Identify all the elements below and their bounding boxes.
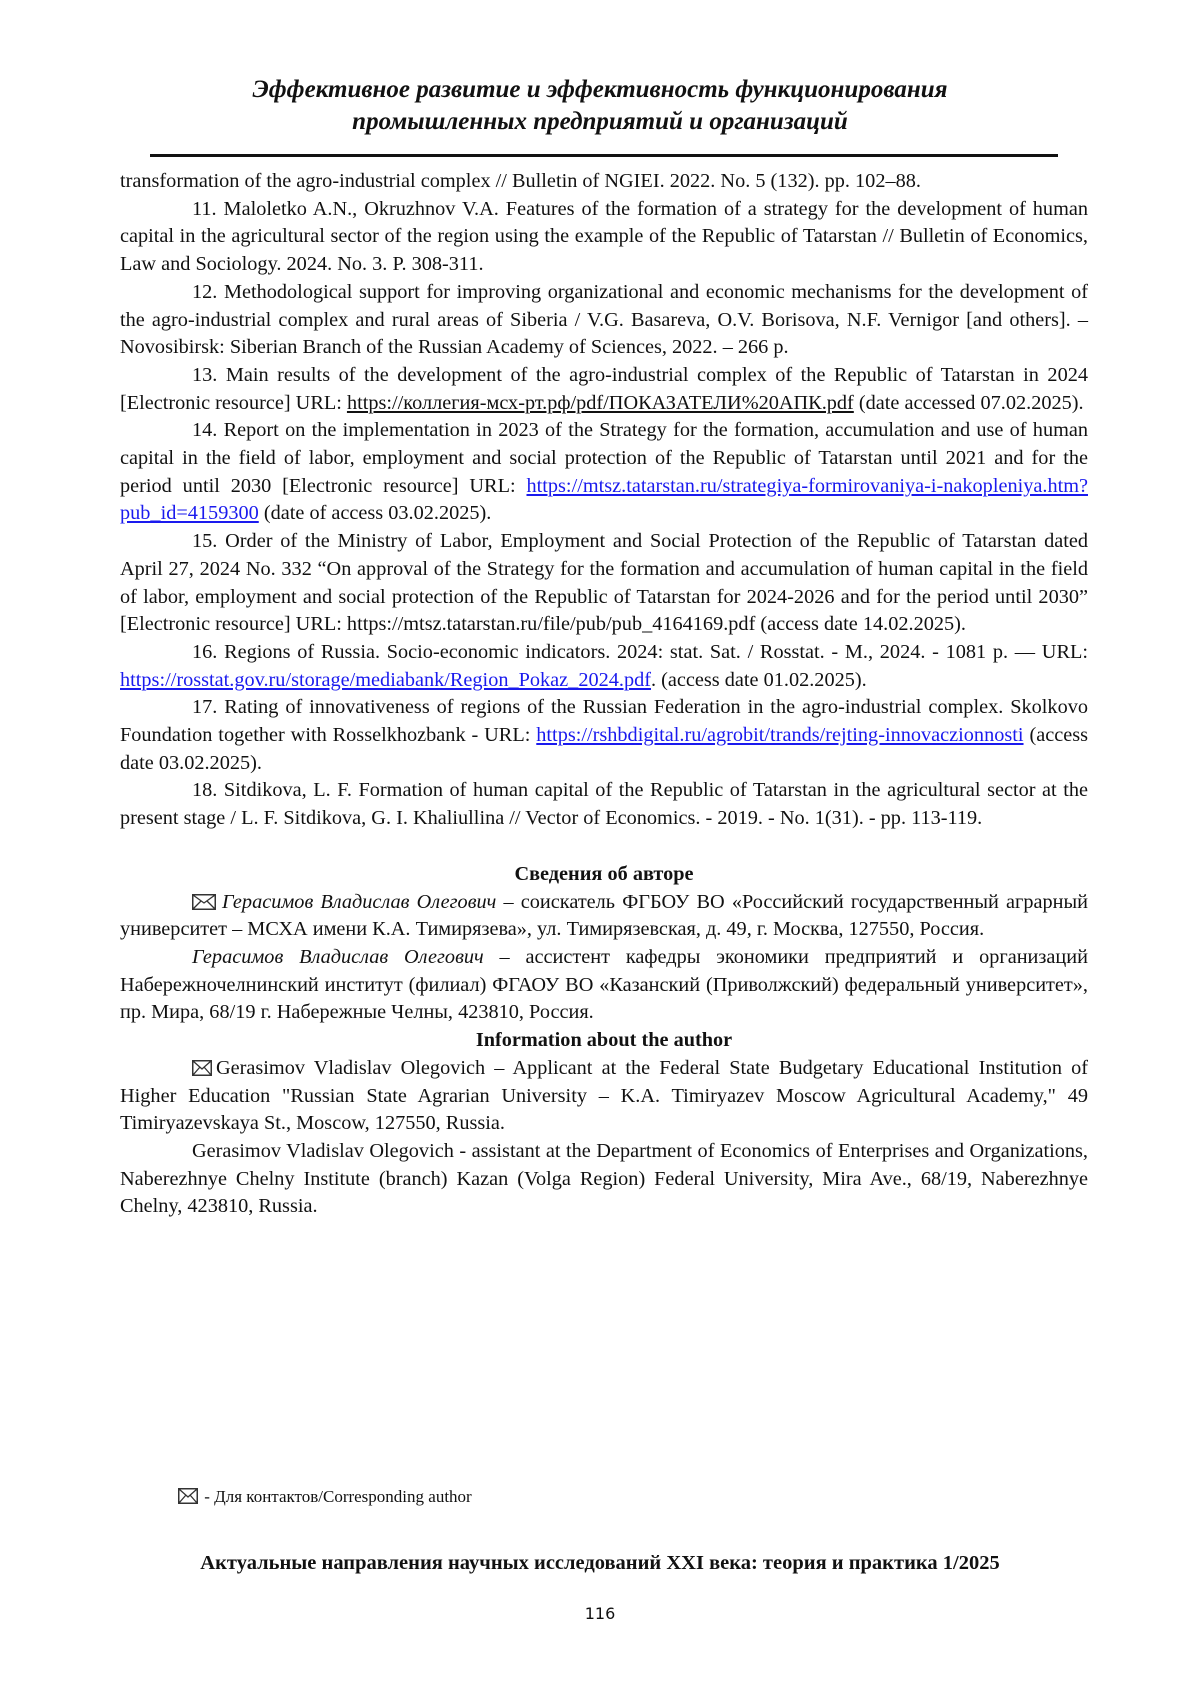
spacer — [120, 833, 1088, 861]
author-ru-text-1: – соискатель ФГБОУ ВО «Российский государственный аграрный университет – МСХА имени К.А. Тимирязева», ул. Тимирязевская, д. 49, г. Москва, 127550, Россия. — [120, 890, 1088, 941]
reference-16-text: 16. Regions of Russia. Socio-economic indicators. 2024: stat. Sat. / Rosstat. - M., 2024. - 1081 p. — URL: — [192, 640, 1088, 663]
author-en-text-1: Gerasimov Vladislav Olegovich – Applicant at the Federal State Budgetary Educational Institution of Higher Education "Russian State Agrarian University – K.A. Timiryazev Moscow Agricultural Academy," 49 Timiryazevskaya St., Moscow, 127550, Russia. — [120, 1056, 1088, 1135]
reference-17 — [120, 694, 1088, 777]
reference-17-text: 17. Rating of innovativeness of regions of the Russian Federation in the agro-industrial complex. Skolkovo Foundation together with Rosselkhozbank - URL: — [120, 696, 1088, 747]
reference-17-tail: (access date 03.02.2025). — [120, 724, 1088, 774]
author-ru-paragraph-2 — [120, 944, 1088, 1027]
reference-14 — [120, 417, 1088, 528]
author-info-en-title: Information about the author — [475, 1029, 733, 1052]
running-header — [0, 74, 1200, 138]
reference-16-link[interactable]: https://rosstat.gov.ru/storage/mediabank/Region_Pokaz_2024.pdf — [120, 668, 651, 691]
author-ru-text-2: – ассистент кафедры экономики предприятий и организаций Набережночелнинский институт (филиал) ФГАОУ ВО «Казанский (Приволжский) федеральный университет», пр. Мира, 68/19 г. Набережные Челны, 423810, Россия. — [120, 945, 1088, 1024]
corresponding-author-note — [178, 1486, 472, 1508]
corresponding-author-label: - Для контактов/Corresponding author — [200, 1487, 472, 1506]
reference-14-text: 14. Report on the implementation in 2023 of the Strategy for the formation, accumulation and use of human capital in the field of labor, employment and social protection of the Republic of Tatarstan until 2021 and for the period until 2030 [Electronic resource] URL: — [120, 419, 1088, 497]
author-ru-name-2: Герасимов Владислав Олегович — [192, 945, 484, 968]
author-en-paragraph-2: Gerasimov Vladislav Olegovich - assistant at the Department of Economics of Enterprises and Organizations, Naberezhnye Chelny Institute (branch) Kazan (Volga Region) Federal University, Mira Ave., 68/19, Naberezhnye Chelny, 423810, Russia. — [120, 1139, 1088, 1218]
reference-14-tail: (date of access 03.02.2025). — [258, 502, 492, 525]
header-divider — [150, 154, 1058, 157]
reference-16 — [120, 639, 1088, 694]
journal-footer: Актуальные направления научных исследований XXI века: теория и практика 1/2025 — [200, 1552, 1000, 1574]
reference-14-link[interactable]: https://mtsz.tatarstan.ru/strategiya-formirovaniya-i-nakopleniya.htm?pub_id=4159300 — [120, 474, 1088, 525]
author-ru-name-1: Герасимов Владислав Олегович — [222, 890, 497, 913]
reference-13-text: 13. Main results of the development of the agro-industrial complex of the Republic of Tatarstan in 2024 [Electronic resource] URL: — [120, 363, 1088, 414]
reference-17-link[interactable]: https://rshbdigital.ru/agrobit/trands/rejting-innovaczionnosti — [536, 724, 1024, 747]
author-en-paragraph-1 — [120, 1055, 1088, 1138]
envelope-icon — [192, 1060, 212, 1076]
reference-18: 18. Sitdikova, L. F. Formation of human capital of the Republic of Tatarstan in the agricultural sector at the present stage / L. F. Sitdikova, G. I. Khaliullina // Vector of Economics. - 2019. - No. 1(31). - pp. 113-119. — [120, 779, 1088, 830]
reference-11: 11. Maloletko A.N., Okruzhnov V.A. Features of the formation of a strategy for the development of human capital in the agricultural sector of the region using the example of the Republic of Tatarstan // Bulletin of Economics, Law and Sociology. 2024. No. 3. P. 308-311. — [120, 197, 1088, 276]
envelope-icon — [178, 1488, 198, 1504]
reference-13-tail: (date accessed 07.02.2025). — [853, 391, 1084, 414]
reference-10-tail: transformation of the agro-industrial complex // Bulletin of NGIEI. 2022. No. 5 (132). pp. 102–88. — [120, 170, 921, 192]
envelope-icon — [192, 894, 216, 910]
page-number: 116 — [584, 1604, 616, 1623]
header-line-2: промышленных предприятий и организаций — [352, 108, 848, 135]
reference-16-tail: . (access date 01.02.2025). — [651, 668, 867, 691]
header-line-1: Эффективное развитие и эффективность функционирования — [252, 76, 948, 103]
reference-12: 12. Methodological support for improving organizational and economic mechanisms for the development of the agro-industrial complex and rural areas of Siberia / V.G. Basareva, O.V. Borisova, N.F. Vernigor [and others]. – Novosibirsk: Siberian Branch of the Russian Academy of Sciences, 2022. – 266 p. — [120, 280, 1088, 359]
author-ru-paragraph-1 — [120, 889, 1088, 944]
page-content — [120, 168, 1088, 1221]
reference-13-link[interactable]: https://коллегия-мсх-рт.рф/pdf/ПОКАЗАТЕЛИ%20АПК.pdf — [346, 391, 854, 414]
reference-15: 15. Order of the Ministry of Labor, Employment and Social Protection of the Republic of Tatarstan dated April 27, 2024 No. 332 “On approval of the Strategy for the formation and accumulation of human capital in the field of labor, employment and social protection of the Republic of Tatarstan for 2024-2026 and for the period until 2030” [Electronic resource] URL: https://mtsz.tatarstan.ru/file/pub/pub_4164169.pdf (access date 14.02.2025). — [120, 530, 1088, 636]
reference-13 — [120, 362, 1088, 417]
author-info-ru-title: Сведения об авторе — [514, 862, 694, 885]
